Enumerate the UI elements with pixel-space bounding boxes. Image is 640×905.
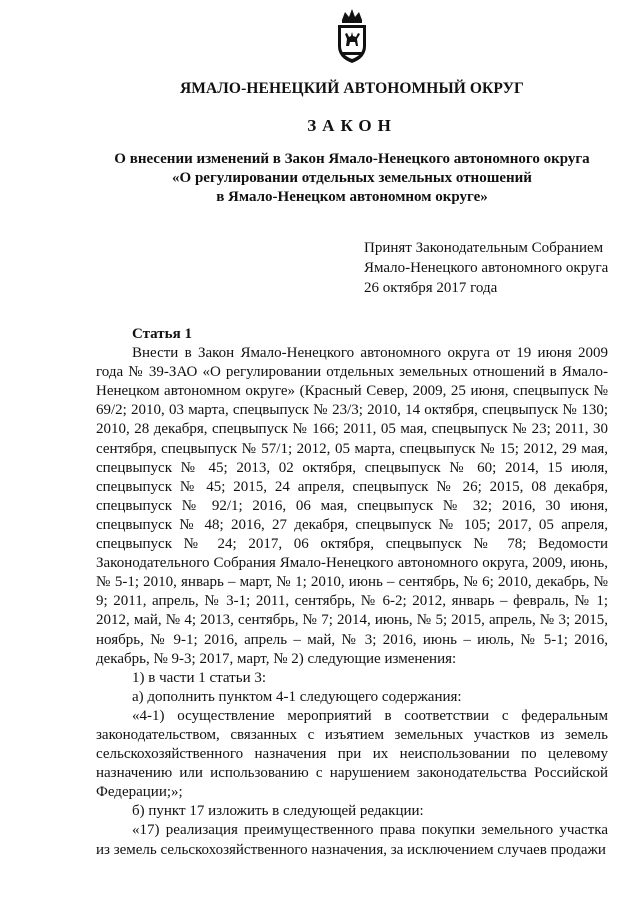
region-name: ЯМАЛО-НЕНЕЦКИЙ АВТОНОМНЫЙ ОКРУГ	[179, 80, 525, 97]
law-title-line: О внесении изменений в Закон Ямало-Ненецкого автономного округа	[114, 151, 590, 167]
law-heading: ЗАКОН	[307, 116, 397, 135]
adoption-line: Принят Законодательным Собранием	[364, 240, 604, 256]
article-body	[96, 325, 608, 860]
law-title-line: в Ямало-Ненецком автономном округе»	[216, 189, 488, 205]
article-paragraph: а) дополнить пунктом 4-1 следующего содержания:	[132, 688, 462, 705]
law-title	[96, 150, 608, 207]
adoption-line: Ямало-Ненецкого автономного округа	[364, 260, 609, 276]
article-paragraph: «17) реализация преимущественного права покупки земельного участка из земель сельскохозяйственного назначения, за исключением случаев продажи	[96, 822, 608, 858]
adoption-date: 26 октября 2017 года	[364, 280, 498, 296]
article-paragraph: б) пункт 17 изложить в следующей редакции:	[132, 803, 424, 820]
law-title-line: «О регулировании отдельных земельных отношений	[172, 170, 532, 186]
article-paragraph: «4-1) осуществление мероприятий в соответствии с федеральным законодательством, связанных с изъятием земельных участков из земель сельскохозяйственного назначения при их неиспользовании по целевому назначению или использованию с нарушением законодательства Российской Федерации;»;	[96, 707, 608, 801]
adoption-note	[364, 238, 620, 298]
article-paragraph: Внести в Закон Ямало-Ненецкого автономного округа от 19 июня 2009 года № 39-ЗАО «О регулировании отдельных земельных отношений в Ямало-Ненецком автономном округе» (Красный Север, 2009, 25 июня, спецвыпуск № 69/2; 2010, 03 марта, спецвыпуск № 23/3; 2010, 14 октября, спецвыпуск № 130; 2010, 28 декабря, спецвыпуск № 166; 2011, 05 мая, спецвыпуск № 23; 2011, 30 сентября, спецвыпуск № 57/1; 2012, 05 марта, спецвыпуск № 15; 2012, 29 мая, спецвыпуск № 45; 2013, 02 октября, спецвыпуск № 60; 2014, 15 июля, спецвыпуск № 45; 2015, 24 апреля, спецвыпуск № 26; 2015, 08 декабря, спецвыпуск № 92/1; 2016, 06 мая, спецвыпуск № 32; 2016, 30 июня, спецвыпуск № 48; 2016, 27 декабря, спецвыпуск № 105; 2017, 05 апреля, спецвыпуск № 24; 2017, 06 октября, спецвыпуск № 78; Ведомости Законодательного Собрания Ямало-Ненецкого автономного округа, 2009, июнь, № 5-1; 2010, январь – март, № 1; 2010, июнь – сентябрь, № 6; 2010, декабрь, № 9; 2011, апрель, № 3-1; 2011, сентябрь, № 6-2; 2012, январь – февраль, № 1; 2012, май, № 4; 2013, сентябрь, № 7; 2014, июнь, № 5; 2015, апрель, № 3; 2015, ноябрь, № 9-1; 2016, апрель – май, № 3; 2016, июнь – июль, № 5-1; 2016, декабрь, № 9-3; 2017, март, № 2) следующие изменения:	[96, 345, 608, 667]
article-heading: Статья 1	[132, 326, 192, 342]
coat-of-arms-emblem	[330, 6, 374, 66]
article-paragraph: 1) в части 1 статьи 3:	[132, 669, 267, 686]
